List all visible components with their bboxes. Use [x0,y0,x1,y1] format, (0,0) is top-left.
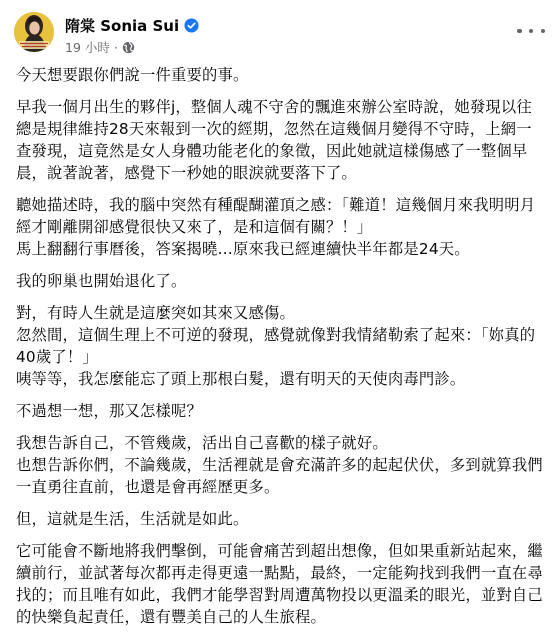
post-paragraph: 不過想一想，那又怎樣呢？ [16,402,202,420]
post-paragraph: 我想告訴自己，不管幾歲，活出自己喜歡的樣子就好。 也想告訴你們，不論幾歲，生活裡就是會充滿許多的起起伏伏，多到就算我們一直勇往直前，也還是會再經歷更多。 [16,434,543,496]
meta-separator: · [113,39,118,55]
verified-badge-icon [184,18,199,33]
post-paragraph: 我的卵巢也開始退化了。 [16,272,187,290]
globe-icon[interactable] [122,41,135,54]
avatar[interactable] [14,12,54,52]
author-line [65,15,199,36]
post-header [14,8,545,54]
more-dot [529,29,534,34]
post-paragraph: 它可能會不斷地將我們擊倒，可能會痛苦到超出想像，但如果重新站起來，繼續前行，並試著每次都再走得更遠一點點，最終，一定能夠找到我們一直在尋找的；而且唯有如此，我們才能學習對周遭萬物投以更溫柔的眼光，並對自己的快樂負起責任，還有豐美自己的人生旅程。 [16,542,543,626]
more-options-icon[interactable] [517,22,545,40]
post-body [16,64,545,638]
post-paragraph: 對，有時人生就是這麼突如其來又感傷。 忽然間，這個生理上不可逆的發現，感覺就像對我情緒勒索了起來：「妳真的40歲了！」 咦等等，我怎麼能忘了頭上那根白髮，還有明天的天使肉毒門診。 [16,304,536,388]
post-paragraph: 但，這就是生活，生活就是如此。 [16,510,249,528]
post-paragraph: 今天想要跟你們說一件重要的事。 [16,66,249,84]
post-paragraph: 早我一個月出生的夥伴j，整個人魂不守舍的飄進來辦公室時說，她發現以往總是規律維持28天來報到一次的經期，忽然在這幾個月變得不守時，上網一查發現，這竟然是女人身體功能老化的象徵，因此她就這樣傷感了一整個早晨，說著說著，感覺下一秒她的眼淚就要落下了。 [16,98,532,182]
more-dot [517,29,522,34]
post-timestamp[interactable]: 19 小時 [65,40,110,55]
author-name[interactable]: 隋棠 Sonia Sui [65,17,180,35]
post-paragraph: 聽她描述時，我的腦中突然有種醍醐灌頂之感：「難道！這幾個月來我明明月經才剛離開卻感覺很快又來了，是和這個有關？！」 馬上翻翻行事曆後，答案揭曉…原來我已經連續快半年都是24天。 [16,196,536,258]
post-meta [65,38,135,56]
avatar-image [14,12,54,52]
more-dot [541,29,546,34]
